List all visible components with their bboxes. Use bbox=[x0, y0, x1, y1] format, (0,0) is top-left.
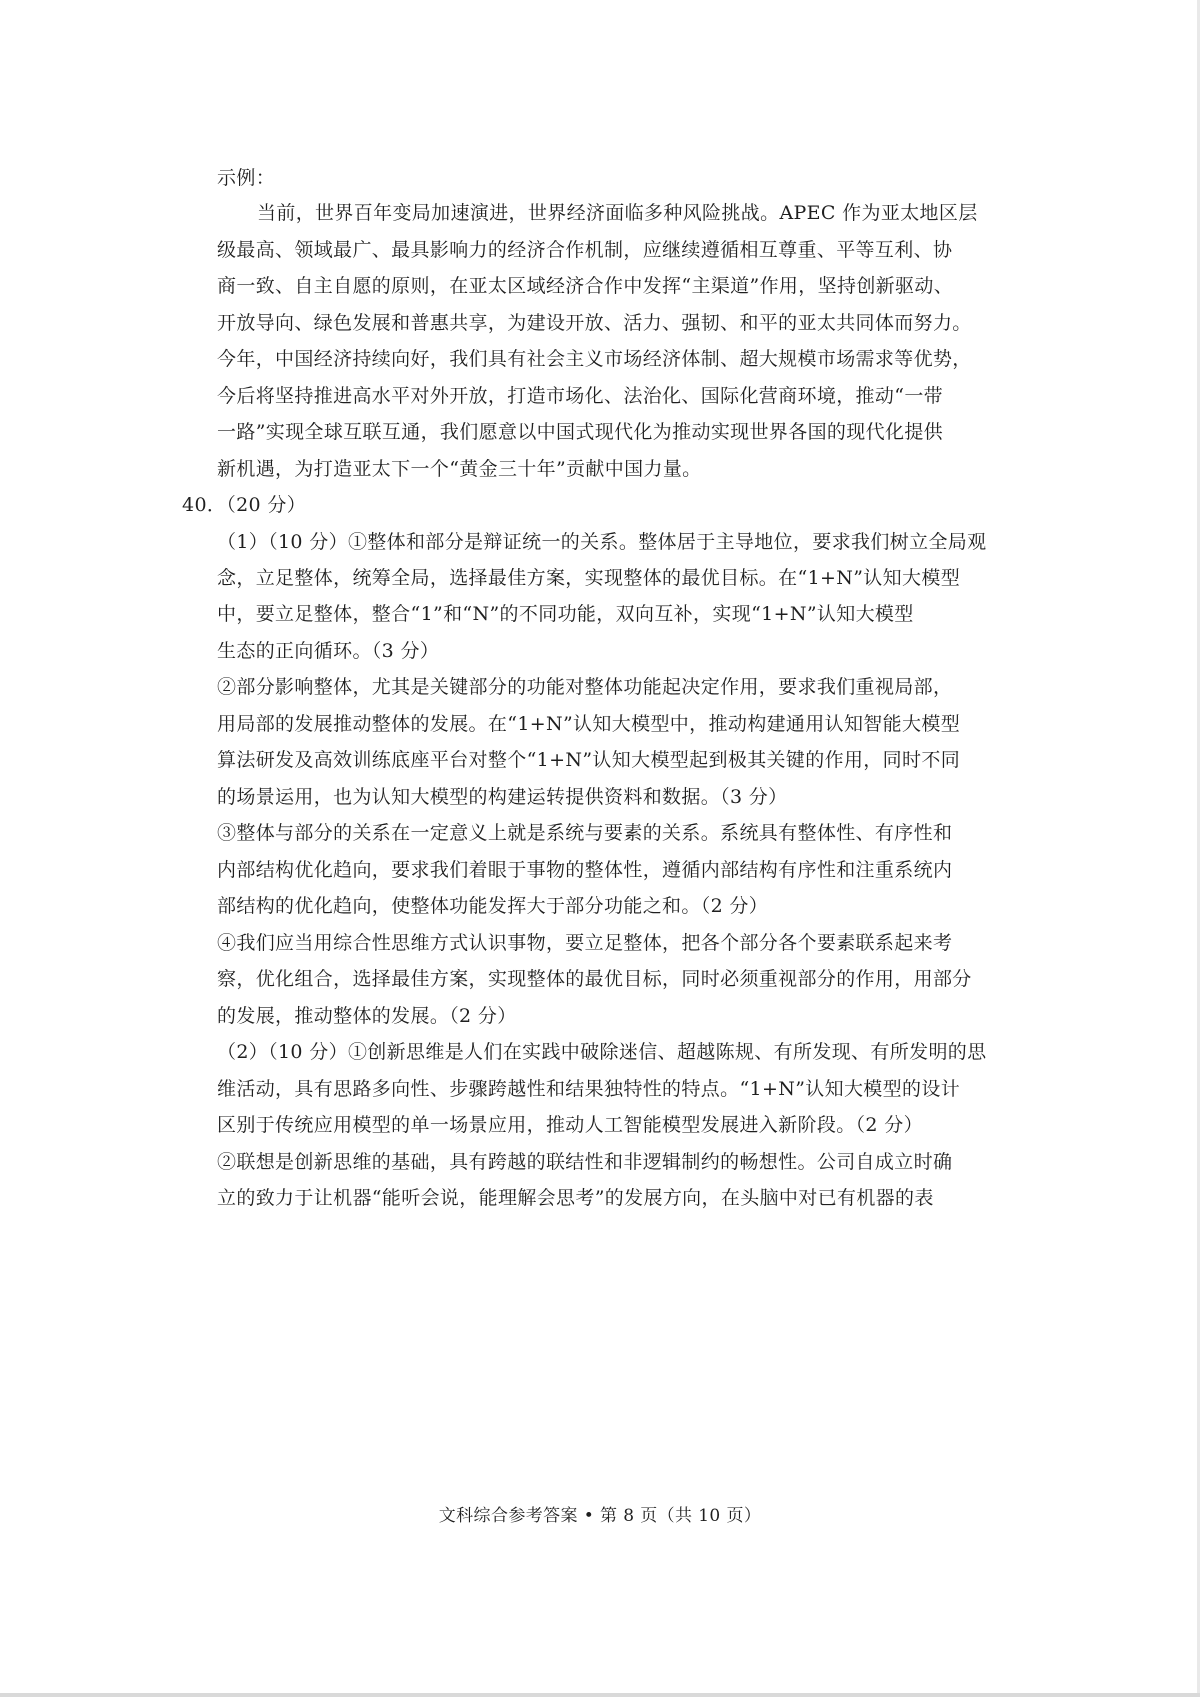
q40-line-16: 维活动，具有思路多向性、步骤跨越性和结果独特性的特点。“1+N”认知大模型的设计 bbox=[217, 1078, 961, 1100]
q40-line-17: 区别于传统应用模型的单一场景应用，推动人工智能模型发展进入新阶段。（2 分） bbox=[217, 1114, 923, 1136]
q40-line-3: 中，要立足整体，整合“1”和“N”的不同功能，双向互补，实现“1+N”认知大模型 bbox=[217, 603, 914, 625]
example-line-1: 当前，世界百年变局加速演进，世界经济面临多种风险挑战。APEC 作为亚太地区层 bbox=[257, 202, 978, 224]
example-line-5: 今年，中国经济持续向好，我们具有社会主义市场经济体制、超大规模市场需求等优势， bbox=[217, 348, 972, 370]
q40-line-5: ②部分影响整体，尤其是关键部分的功能对整体功能起决定作用，要求我们重视局部， bbox=[217, 676, 953, 698]
q40-line-6: 用局部的发展推动整体的发展。在“1+N”认知大模型中，推动构建通用认知智能大模型 bbox=[217, 713, 961, 735]
q40-line-15: （2）（10 分）①创新思维是人们在实践中破除迷信、超越陈规、有所发现、有所发明的思 bbox=[217, 1041, 987, 1063]
example-line-4: 开放导向、绿色发展和普惠共享，为建设开放、活力、强韧、和平的亚太共同体而努力。 bbox=[217, 312, 972, 334]
example-line-6: 今后将坚持推进高水平对外开放，打造市场化、法治化、国际化营商环境，推动“一带 bbox=[217, 385, 944, 407]
q40-line-4: 生态的正向循环。（3 分） bbox=[217, 640, 440, 662]
q40-line-7: 算法研发及高效训练底座平台对整个“1+N”认知大模型起到极其关键的作用，同时不同 bbox=[217, 749, 961, 771]
q40-line-12: ④我们应当用综合性思维方式认识事物，要立足整体，把各个部分各个要素联系起来考 bbox=[217, 932, 953, 954]
example-line-3: 商一致、自主自愿的原则，在亚太区域经济合作中发挥“主渠道”作用，坚持创新驱动、 bbox=[217, 275, 954, 297]
example-line-7: 一路”实现全球互联互通，我们愿意以中国式现代化为推动实现世界各国的现代化提供 bbox=[217, 421, 944, 443]
q40-line-19: 立的致力于让机器“能听会说，能理解会思考”的发展方向，在头脑中对已有机器的表 bbox=[217, 1187, 934, 1209]
q40-line-13: 察，优化组合，选择最佳方案，实现整体的最优目标，同时必须重视部分的作用，用部分 bbox=[217, 968, 972, 990]
q40-line-8: 的场景运用，也为认知大模型的构建运转提供资料和数据。（3 分） bbox=[217, 786, 788, 808]
q40-line-11: 部结构的优化趋向，使整体功能发挥大于部分功能之和。（2 分） bbox=[217, 895, 769, 917]
page-footer: 文科综合参考答案 • 第 8 页（共 10 页） bbox=[438, 1506, 762, 1526]
example-label: 示例： bbox=[217, 167, 276, 189]
q40-line-10: 内部结构优化趋向，要求我们着眼于事物的整体性，遵循内部结构有序性和注重系统内 bbox=[217, 859, 953, 881]
question-40-header: 40．（20 分） bbox=[182, 494, 307, 516]
q40-line-1: （1）（10 分）①整体和部分是辩证统一的关系。整体居于主导地位，要求我们树立全局观 bbox=[217, 531, 987, 553]
q40-line-9: ③整体与部分的关系在一定意义上就是系统与要素的关系。系统具有整体性、有序性和 bbox=[217, 822, 953, 844]
scan-edge-bottom bbox=[0, 1693, 1200, 1697]
example-line-8: 新机遇，为打造亚太下一个“黄金三十年”贡献中国力量。 bbox=[217, 458, 702, 480]
example-line-2: 级最高、领域最广、最具影响力的经济合作机制，应继续遵循相互尊重、平等互利、协 bbox=[217, 239, 953, 261]
q40-line-18: ②联想是创新思维的基础，具有跨越的联结性和非逻辑制约的畅想性。公司自成立时确 bbox=[217, 1151, 953, 1173]
q40-line-14: 的发展，推动整体的发展。（2 分） bbox=[217, 1005, 517, 1027]
q40-line-2: 念，立足整体，统筹全局，选择最佳方案，实现整体的最优目标。在“1+N”认知大模型 bbox=[217, 567, 961, 589]
